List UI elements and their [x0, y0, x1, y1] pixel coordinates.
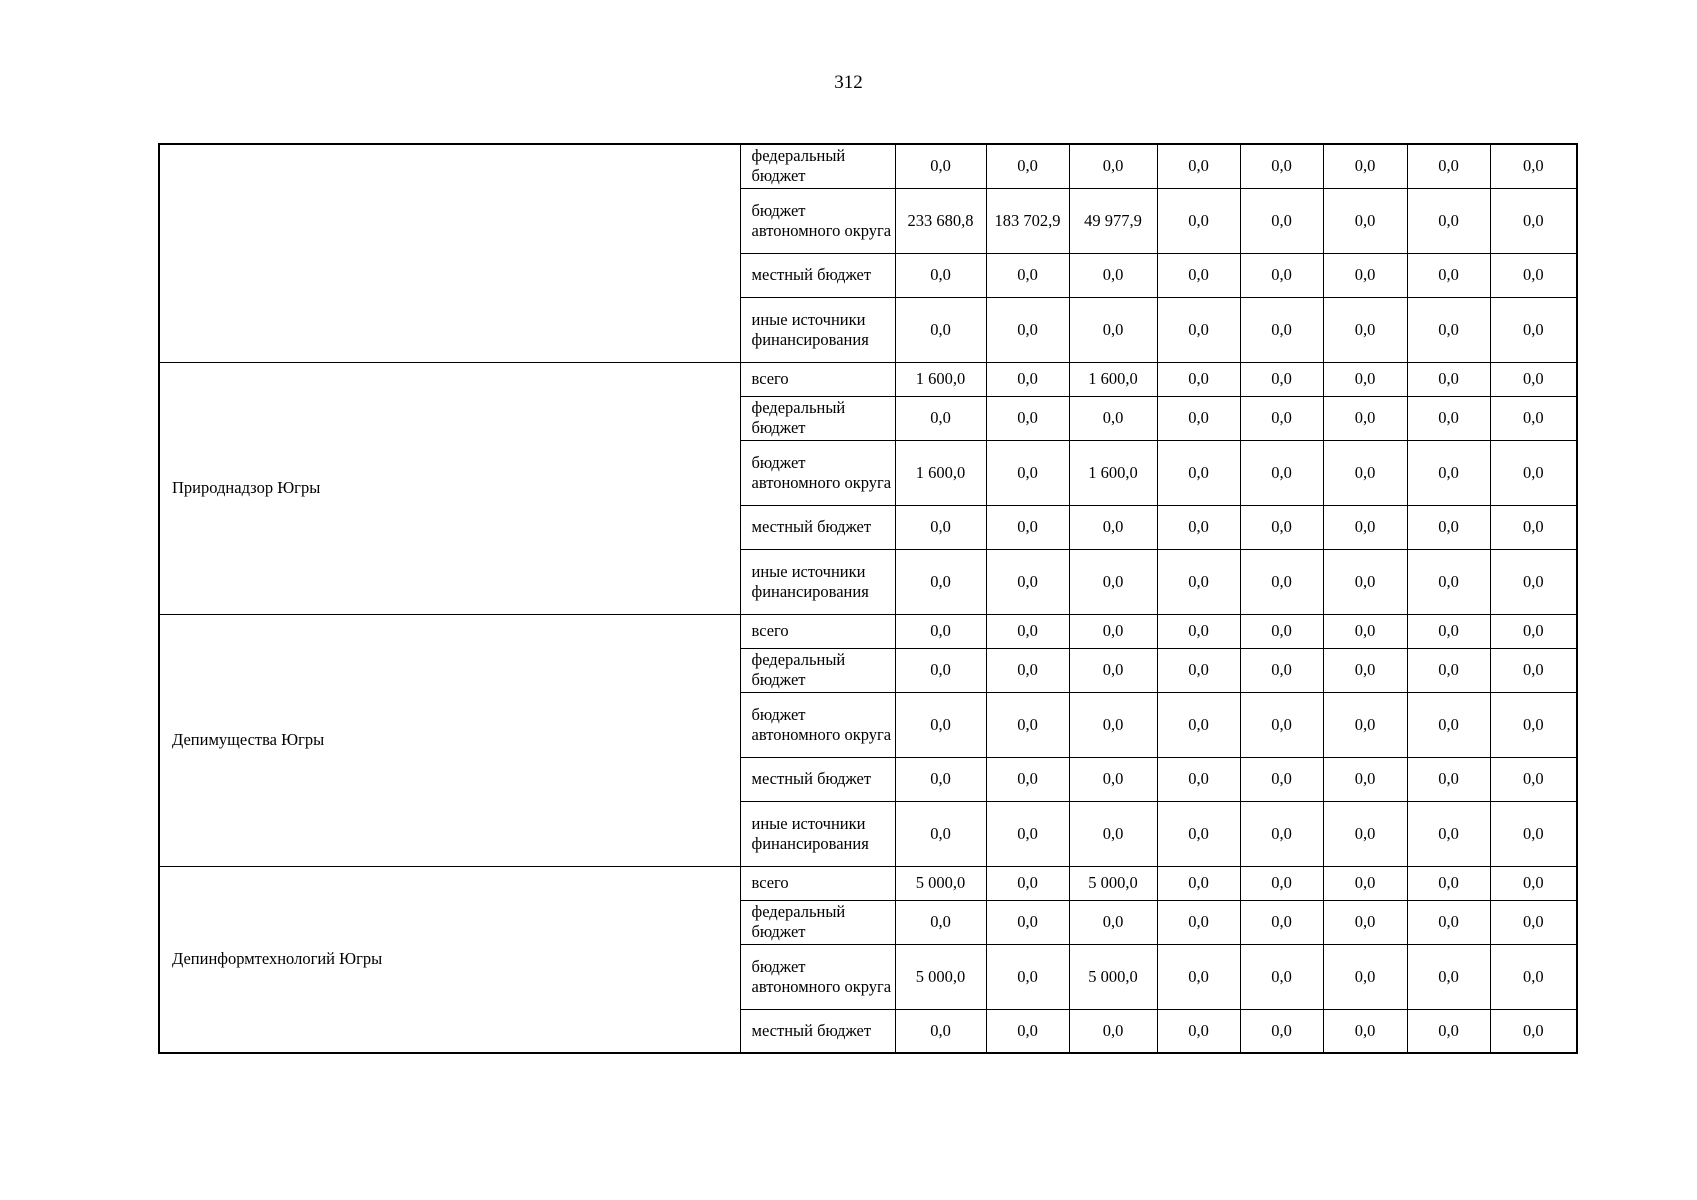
- amount-cell: 1 600,0: [1069, 362, 1157, 396]
- amount-cell: 0,0: [1407, 253, 1490, 297]
- amount-cell: 0,0: [986, 549, 1069, 614]
- amount-cell: 0,0: [986, 297, 1069, 362]
- amount-cell: 0,0: [1323, 440, 1407, 505]
- amount-cell: 0,0: [986, 1009, 1069, 1053]
- amount-cell: 0,0: [986, 505, 1069, 549]
- amount-cell: 0,0: [986, 692, 1069, 757]
- amount-cell: 0,0: [1490, 614, 1577, 648]
- amount-cell: 0,0: [1240, 253, 1323, 297]
- amount-cell: 0,0: [1407, 866, 1490, 900]
- amount-cell: 0,0: [1157, 866, 1240, 900]
- amount-cell: 0,0: [986, 944, 1069, 1009]
- amount-cell: 0,0: [986, 614, 1069, 648]
- amount-cell: 0,0: [1157, 900, 1240, 944]
- funding-source-cell: всего: [740, 614, 895, 648]
- amount-cell: 0,0: [895, 614, 986, 648]
- amount-cell: 0,0: [1240, 362, 1323, 396]
- amount-cell: 0,0: [986, 362, 1069, 396]
- amount-cell: 0,0: [895, 648, 986, 692]
- amount-cell: 0,0: [1323, 900, 1407, 944]
- amount-cell: 0,0: [1407, 900, 1490, 944]
- amount-cell: 0,0: [1157, 505, 1240, 549]
- amount-cell: 0,0: [1069, 692, 1157, 757]
- amount-cell: 0,0: [1323, 362, 1407, 396]
- funding-source-cell: иные источники финансирования: [740, 549, 895, 614]
- amount-cell: 0,0: [1323, 396, 1407, 440]
- amount-cell: 0,0: [1157, 396, 1240, 440]
- amount-cell: 183 702,9: [986, 188, 1069, 253]
- amount-cell: 0,0: [1323, 692, 1407, 757]
- amount-cell: 0,0: [1240, 1009, 1323, 1053]
- amount-cell: 0,0: [1407, 396, 1490, 440]
- amount-cell: 0,0: [1069, 648, 1157, 692]
- amount-cell: 0,0: [895, 144, 986, 188]
- funding-source-cell: федеральный бюджет: [740, 396, 895, 440]
- amount-cell: 0,0: [895, 1009, 986, 1053]
- amount-cell: 0,0: [1407, 297, 1490, 362]
- amount-cell: 0,0: [1323, 253, 1407, 297]
- funding-source-cell: бюджет автономного округа: [740, 692, 895, 757]
- amount-cell: 0,0: [1240, 505, 1323, 549]
- amount-cell: 0,0: [1240, 549, 1323, 614]
- amount-cell: 0,0: [1407, 188, 1490, 253]
- amount-cell: 0,0: [1323, 144, 1407, 188]
- amount-cell: 0,0: [1490, 1009, 1577, 1053]
- amount-cell: 0,0: [1490, 692, 1577, 757]
- amount-cell: 0,0: [1240, 801, 1323, 866]
- financing-table: [158, 143, 1578, 1054]
- amount-cell: 0,0: [1490, 144, 1577, 188]
- amount-cell: 0,0: [1157, 188, 1240, 253]
- amount-cell: 0,0: [1240, 648, 1323, 692]
- amount-cell: 0,0: [1240, 396, 1323, 440]
- amount-cell: 0,0: [1490, 188, 1577, 253]
- amount-cell: 0,0: [986, 648, 1069, 692]
- funding-source-cell: бюджет автономного округа: [740, 944, 895, 1009]
- table-row: [159, 362, 1577, 396]
- amount-cell: 0,0: [1069, 253, 1157, 297]
- amount-cell: 0,0: [1157, 440, 1240, 505]
- amount-cell: 0,0: [1323, 614, 1407, 648]
- amount-cell: 0,0: [986, 757, 1069, 801]
- funding-source-cell: местный бюджет: [740, 253, 895, 297]
- amount-cell: 0,0: [1407, 692, 1490, 757]
- amount-cell: 0,0: [1069, 144, 1157, 188]
- funding-source-cell: федеральный бюджет: [740, 648, 895, 692]
- amount-cell: 0,0: [1157, 944, 1240, 1009]
- amount-cell: 0,0: [1240, 692, 1323, 757]
- amount-cell: 0,0: [895, 692, 986, 757]
- amount-cell: 0,0: [1323, 1009, 1407, 1053]
- amount-cell: 0,0: [1490, 549, 1577, 614]
- amount-cell: 0,0: [1407, 648, 1490, 692]
- amount-cell: 0,0: [1240, 188, 1323, 253]
- amount-cell: 0,0: [1490, 505, 1577, 549]
- amount-cell: 0,0: [895, 253, 986, 297]
- amount-cell: 0,0: [1157, 549, 1240, 614]
- amount-cell: 0,0: [895, 801, 986, 866]
- funding-source-cell: местный бюджет: [740, 1009, 895, 1053]
- amount-cell: 0,0: [1069, 801, 1157, 866]
- amount-cell: 0,0: [986, 396, 1069, 440]
- amount-cell: 0,0: [1240, 614, 1323, 648]
- amount-cell: 0,0: [1069, 396, 1157, 440]
- amount-cell: 0,0: [1323, 648, 1407, 692]
- amount-cell: 0,0: [1157, 362, 1240, 396]
- amount-cell: 0,0: [1490, 362, 1577, 396]
- amount-cell: 0,0: [1069, 297, 1157, 362]
- amount-cell: 0,0: [1490, 396, 1577, 440]
- amount-cell: 0,0: [1323, 801, 1407, 866]
- amount-cell: 0,0: [1490, 944, 1577, 1009]
- amount-cell: 0,0: [1323, 505, 1407, 549]
- amount-cell: 0,0: [895, 900, 986, 944]
- funding-source-cell: иные источники финансирования: [740, 801, 895, 866]
- funding-source-cell: федеральный бюджет: [740, 144, 895, 188]
- amount-cell: 5 000,0: [1069, 866, 1157, 900]
- amount-cell: 0,0: [1240, 866, 1323, 900]
- amount-cell: 0,0: [1069, 505, 1157, 549]
- funding-source-cell: местный бюджет: [740, 505, 895, 549]
- organization-cell: Депимущества Югры: [159, 614, 740, 866]
- amount-cell: 0,0: [1240, 440, 1323, 505]
- funding-source-cell: федеральный бюджет: [740, 900, 895, 944]
- amount-cell: 0,0: [1407, 362, 1490, 396]
- table-body: [159, 144, 1577, 1053]
- amount-cell: 0,0: [986, 253, 1069, 297]
- amount-cell: 0,0: [1157, 614, 1240, 648]
- amount-cell: 0,0: [1157, 801, 1240, 866]
- amount-cell: 0,0: [1157, 757, 1240, 801]
- amount-cell: 0,0: [1490, 866, 1577, 900]
- amount-cell: 0,0: [1407, 505, 1490, 549]
- amount-cell: 5 000,0: [1069, 944, 1157, 1009]
- amount-cell: 0,0: [895, 549, 986, 614]
- amount-cell: 0,0: [1240, 144, 1323, 188]
- organization-cell: [159, 144, 740, 362]
- organization-cell: Депинформтехнологий Югры: [159, 866, 740, 1053]
- amount-cell: 0,0: [986, 801, 1069, 866]
- amount-cell: 0,0: [1323, 549, 1407, 614]
- amount-cell: 0,0: [895, 396, 986, 440]
- amount-cell: 0,0: [1490, 648, 1577, 692]
- organization-cell: Природнадзор Югры: [159, 362, 740, 614]
- amount-cell: 0,0: [1157, 1009, 1240, 1053]
- table-row: [159, 614, 1577, 648]
- amount-cell: 0,0: [1407, 757, 1490, 801]
- amount-cell: 0,0: [1323, 866, 1407, 900]
- amount-cell: 0,0: [1407, 944, 1490, 1009]
- amount-cell: 1 600,0: [895, 362, 986, 396]
- amount-cell: 0,0: [1157, 297, 1240, 362]
- amount-cell: 0,0: [1157, 692, 1240, 757]
- amount-cell: 0,0: [1069, 900, 1157, 944]
- amount-cell: 0,0: [1407, 614, 1490, 648]
- amount-cell: 0,0: [1407, 440, 1490, 505]
- amount-cell: 0,0: [1490, 440, 1577, 505]
- amount-cell: 0,0: [1407, 144, 1490, 188]
- amount-cell: 0,0: [1069, 1009, 1157, 1053]
- amount-cell: 0,0: [1240, 757, 1323, 801]
- amount-cell: 0,0: [1407, 549, 1490, 614]
- amount-cell: 0,0: [1490, 801, 1577, 866]
- funding-source-cell: бюджет автономного округа: [740, 188, 895, 253]
- amount-cell: 0,0: [1490, 757, 1577, 801]
- amount-cell: 0,0: [1069, 757, 1157, 801]
- amount-cell: 0,0: [1240, 900, 1323, 944]
- page-number: 312: [834, 72, 863, 93]
- amount-cell: 233 680,8: [895, 188, 986, 253]
- table-row: [159, 866, 1577, 900]
- amount-cell: 49 977,9: [1069, 188, 1157, 253]
- amount-cell: 0,0: [1490, 253, 1577, 297]
- amount-cell: 0,0: [986, 440, 1069, 505]
- amount-cell: 0,0: [1157, 648, 1240, 692]
- amount-cell: 0,0: [1157, 253, 1240, 297]
- amount-cell: 0,0: [1323, 944, 1407, 1009]
- amount-cell: 0,0: [1323, 757, 1407, 801]
- amount-cell: 0,0: [895, 297, 986, 362]
- amount-cell: 0,0: [1323, 297, 1407, 362]
- amount-cell: 1 600,0: [895, 440, 986, 505]
- amount-cell: 0,0: [986, 866, 1069, 900]
- amount-cell: 0,0: [1490, 297, 1577, 362]
- amount-cell: 0,0: [1240, 297, 1323, 362]
- funding-source-cell: бюджет автономного округа: [740, 440, 895, 505]
- amount-cell: 0,0: [1407, 1009, 1490, 1053]
- amount-cell: 0,0: [1069, 614, 1157, 648]
- amount-cell: 5 000,0: [895, 866, 986, 900]
- amount-cell: 5 000,0: [895, 944, 986, 1009]
- amount-cell: 0,0: [1407, 801, 1490, 866]
- funding-source-cell: местный бюджет: [740, 757, 895, 801]
- amount-cell: 0,0: [1490, 900, 1577, 944]
- funding-source-cell: всего: [740, 362, 895, 396]
- amount-cell: 0,0: [986, 900, 1069, 944]
- amount-cell: 0,0: [1323, 188, 1407, 253]
- funding-source-cell: всего: [740, 866, 895, 900]
- amount-cell: 0,0: [986, 144, 1069, 188]
- amount-cell: 0,0: [895, 505, 986, 549]
- amount-cell: 0,0: [1157, 144, 1240, 188]
- amount-cell: 1 600,0: [1069, 440, 1157, 505]
- table-row: [159, 144, 1577, 188]
- funding-source-cell: иные источники финансирования: [740, 297, 895, 362]
- amount-cell: 0,0: [895, 757, 986, 801]
- amount-cell: 0,0: [1240, 944, 1323, 1009]
- amount-cell: 0,0: [1069, 549, 1157, 614]
